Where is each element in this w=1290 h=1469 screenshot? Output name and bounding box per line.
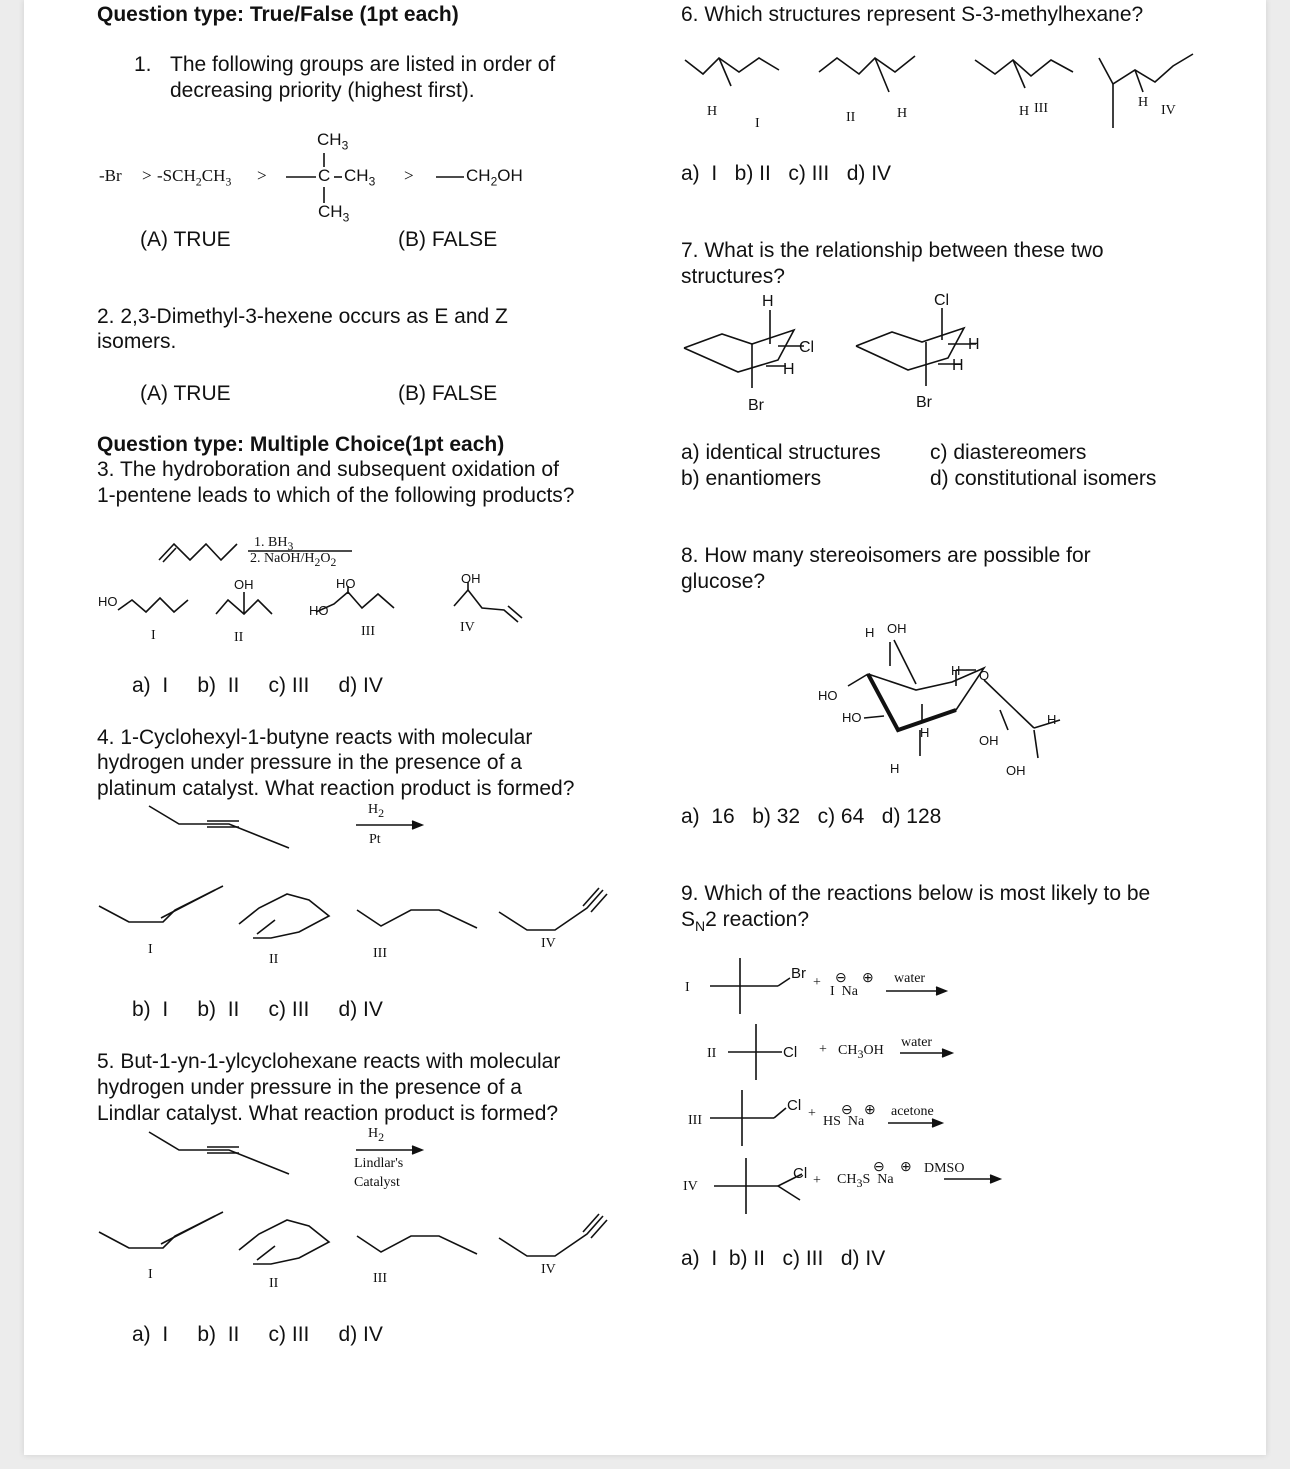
q6-h-2: H bbox=[897, 106, 908, 121]
q8-oh-top: OH bbox=[887, 621, 907, 636]
q8-text-line2: glucose? bbox=[681, 570, 766, 593]
q1-text-line2: decreasing priority (highest first). bbox=[170, 79, 475, 102]
q9-r2-solvent: water bbox=[901, 1035, 933, 1050]
q9-label-iii: III bbox=[688, 1113, 702, 1128]
q9-r3-cl: Cl bbox=[787, 1097, 802, 1114]
q7-text-line1: 7. What is the relationship between these two bbox=[681, 239, 1104, 262]
q4-product-structures bbox=[99, 880, 599, 950]
q1-c-center: C bbox=[318, 166, 331, 185]
q6-text: 6. Which structures represent S-3-methylhexane? bbox=[681, 3, 1144, 26]
q1-ch3-top: $CH_3$ bbox=[317, 130, 349, 153]
q2-option-true[interactable]: (A) TRUE bbox=[140, 382, 231, 405]
q9-answer-options[interactable]: a) I b) II c) III d) IV bbox=[681, 1247, 886, 1270]
q8-o-ring: O bbox=[979, 668, 990, 683]
q7-b-h: H bbox=[952, 357, 964, 374]
q8-glucose-chair bbox=[824, 630, 1064, 770]
q7-b-h-right: H bbox=[968, 336, 980, 353]
q5-label-iv: IV bbox=[541, 1262, 556, 1277]
q9-r2-nucleophile: $CH_3OH$ bbox=[838, 1043, 884, 1061]
q4-reagent-h2: $H_2$ bbox=[368, 802, 385, 820]
q9-r3-solvent: acetone bbox=[891, 1104, 934, 1119]
q1-option-false[interactable]: (B) FALSE bbox=[398, 228, 498, 251]
q3-label-i: I bbox=[151, 628, 156, 643]
q3-label-iv: IV bbox=[460, 620, 475, 635]
q4-text-line2: hydrogen under pressure in the presence of a bbox=[97, 751, 522, 774]
q5-text-line2: hydrogen under pressure in the presence of a bbox=[97, 1076, 522, 1099]
q8-text-line1: 8. How many stereoisomers are possible for bbox=[681, 544, 1091, 567]
q4-label-ii: II bbox=[269, 952, 279, 967]
q3-reagent-1: 1. $BH_3$ bbox=[254, 535, 294, 553]
q3-product-i-ho: HO bbox=[98, 594, 118, 609]
q1-text-line1: The following groups are listed in order of bbox=[170, 53, 556, 76]
q6-label-i: I bbox=[755, 116, 760, 131]
q2-text-line1: 2. 2,3-Dimethyl-3-hexene occurs as E and Z bbox=[97, 305, 508, 328]
q5-text-line3: Lindlar catalyst. What reaction product is formed? bbox=[97, 1102, 559, 1125]
q6-label-iv: IV bbox=[1161, 103, 1176, 118]
q7-b-br: Br bbox=[916, 394, 932, 411]
q9-r1-plus: + bbox=[813, 975, 821, 990]
q6-h-3: H bbox=[1019, 104, 1030, 119]
q9-text-line2: $S_N2$ reaction? bbox=[681, 908, 810, 935]
q9-r1-nucleophile: I Na bbox=[830, 984, 858, 999]
q9-r4-plus-charge: ⊕ bbox=[900, 1160, 912, 1175]
q5-reaction-arrow bbox=[356, 1145, 426, 1155]
q5-label-i: I bbox=[148, 1267, 153, 1282]
q1-gt-3: > bbox=[404, 166, 414, 185]
q4-alkyne-structure bbox=[149, 800, 299, 852]
q3-text-line1: 3. The hydroboration and subsequent oxidation of bbox=[97, 458, 559, 481]
q4-reagent-pt: Pt bbox=[369, 832, 381, 847]
q1-ch3-bottom: $CH_3$ bbox=[318, 202, 350, 225]
q5-reagent-catalyst: Catalyst bbox=[354, 1175, 400, 1190]
q8-h-bottom: H bbox=[890, 761, 900, 776]
q8-answer-options[interactable]: a) 16 b) 32 c) 64 d) 128 bbox=[681, 805, 942, 828]
q8-h-mid: H bbox=[920, 725, 930, 740]
q2-option-false[interactable]: (B) FALSE bbox=[398, 382, 498, 405]
q9-r1-plus-charge: ⊕ bbox=[862, 971, 874, 986]
q6-h-4: H bbox=[1138, 95, 1149, 110]
q9-r4-plus: + bbox=[813, 1173, 821, 1188]
q3-label-iii: III bbox=[361, 624, 375, 639]
q4-text-line3: platinum catalyst. What reaction product is formed? bbox=[97, 777, 575, 800]
q8-oh-bottom: OH bbox=[1006, 763, 1026, 778]
q8-oh-mid: OH bbox=[979, 733, 999, 748]
q4-label-i: I bbox=[148, 942, 153, 957]
tf-section-header: Question type: True/False (1pt each) bbox=[97, 3, 459, 26]
q7-option-a[interactable]: a) identical structures bbox=[681, 441, 881, 464]
q5-reagent-lindlar: Lindlar's bbox=[354, 1156, 404, 1171]
q1-ch3-right: $CH_3$ bbox=[344, 166, 376, 189]
q9-label-iv: IV bbox=[683, 1179, 698, 1194]
q4-label-iii: III bbox=[373, 946, 387, 961]
q4-answer-options[interactable]: b) I b) II c) III d) IV bbox=[132, 998, 383, 1021]
q7-text-line2: structures? bbox=[681, 265, 785, 288]
q4-label-iv: IV bbox=[541, 936, 556, 951]
q7-b-cl-top: Cl bbox=[934, 292, 950, 309]
q9-r2-plus: + bbox=[819, 1042, 827, 1057]
q7-a-br: Br bbox=[748, 397, 764, 414]
q9-r1-minus: ⊖ bbox=[835, 971, 847, 986]
q7-option-b[interactable]: b) enantiomers bbox=[681, 467, 822, 490]
q2-text-line2: isomers. bbox=[97, 330, 177, 353]
q9-r4-minus: ⊖ bbox=[873, 1160, 885, 1175]
q8-ho-2: HO bbox=[842, 710, 862, 725]
q6-label-ii: II bbox=[846, 110, 856, 125]
q5-product-structures bbox=[99, 1206, 599, 1276]
q3-label-ii: II bbox=[234, 630, 244, 645]
q8-h-ring: H bbox=[951, 663, 961, 678]
q9-label-ii: II bbox=[707, 1046, 717, 1061]
q9-r4-solvent: DMSO bbox=[924, 1161, 965, 1176]
q9-r1-solvent: water bbox=[894, 971, 926, 986]
q7-a-h: H bbox=[783, 361, 795, 378]
q9-r3-plus-charge: ⊕ bbox=[864, 1103, 876, 1118]
q1-number: 1. bbox=[134, 53, 152, 76]
q8-ho-1: HO bbox=[818, 688, 838, 703]
q6-h-1: H bbox=[707, 104, 718, 119]
q3-answer-options[interactable]: a) I b) II c) III d) IV bbox=[132, 674, 383, 697]
q3-product-iv-oh: OH bbox=[461, 571, 481, 586]
q9-r3-plus: + bbox=[808, 1106, 816, 1121]
q7-option-c[interactable]: c) diastereomers bbox=[930, 441, 1087, 464]
q1-group-sethyl: $-SCH_2CH_3$ bbox=[157, 166, 232, 189]
q1-option-true[interactable]: (A) TRUE bbox=[140, 228, 231, 251]
q3-text-line2: 1-pentene leads to which of the following products? bbox=[97, 484, 575, 507]
q7-chair-structures bbox=[682, 300, 1042, 400]
q5-reagent-h2: $H_2$ bbox=[368, 1126, 385, 1144]
q6-label-iii: III bbox=[1034, 101, 1048, 116]
q5-answer-options[interactable]: a) I b) II c) III d) IV bbox=[132, 1323, 383, 1346]
q5-label-ii: II bbox=[269, 1276, 279, 1291]
q9-r4-nucleophile: $CH_3S$ Na bbox=[837, 1172, 894, 1190]
q9-r1-br: Br bbox=[791, 965, 806, 982]
q5-text-line1: 5. But-1-yn-1-ylcyclohexane reacts with molecular bbox=[97, 1050, 561, 1073]
q3-product-iii-ho-top: HO bbox=[336, 576, 356, 591]
q1-gt-1: > bbox=[142, 166, 152, 185]
q6-answer-options[interactable]: a) I b) II c) III d) IV bbox=[681, 162, 892, 185]
q1-gt-2: > bbox=[257, 166, 267, 185]
q3-reagent-2: 2. NaOH/$H_2O_2$ bbox=[250, 551, 337, 569]
q5-alkyne-structure bbox=[149, 1126, 299, 1178]
q9-r2-cl: Cl bbox=[783, 1044, 798, 1061]
q9-label-i: I bbox=[685, 980, 690, 995]
q7-a-cl: Cl bbox=[799, 339, 815, 356]
q1-group-ch2oh: $CH_2OH$ bbox=[466, 166, 523, 189]
q4-text-line1: 4. 1-Cyclohexyl-1-butyne reacts with molecular bbox=[97, 726, 533, 749]
q9-r3-minus: ⊖ bbox=[841, 1103, 853, 1118]
q5-label-iii: III bbox=[373, 1271, 387, 1286]
q8-h-right: H bbox=[1047, 712, 1057, 727]
q9-r4-cl: Cl bbox=[793, 1165, 808, 1182]
q1-ch2oh-bond bbox=[436, 170, 466, 184]
q4-reaction-arrow bbox=[356, 820, 426, 830]
q8-h-top: H bbox=[865, 625, 875, 640]
worksheet-page bbox=[24, 0, 1266, 1455]
mc-section-header: Question type: Multiple Choice(1pt each) bbox=[97, 433, 505, 456]
q9-text-line1: 9. Which of the reactions below is most likely to be bbox=[681, 882, 1151, 905]
q7-a-h-top: H bbox=[762, 293, 774, 310]
q1-group-br: -Br bbox=[99, 166, 122, 185]
q3-pentene-skeleton bbox=[159, 540, 249, 564]
q9-r3-nucleophile: HS Na bbox=[823, 1114, 865, 1129]
q7-option-d[interactable]: d) constitutional isomers bbox=[930, 467, 1157, 490]
q3-product-ii-oh: OH bbox=[234, 577, 254, 592]
q3-product-iii-ho: HO bbox=[309, 603, 329, 618]
